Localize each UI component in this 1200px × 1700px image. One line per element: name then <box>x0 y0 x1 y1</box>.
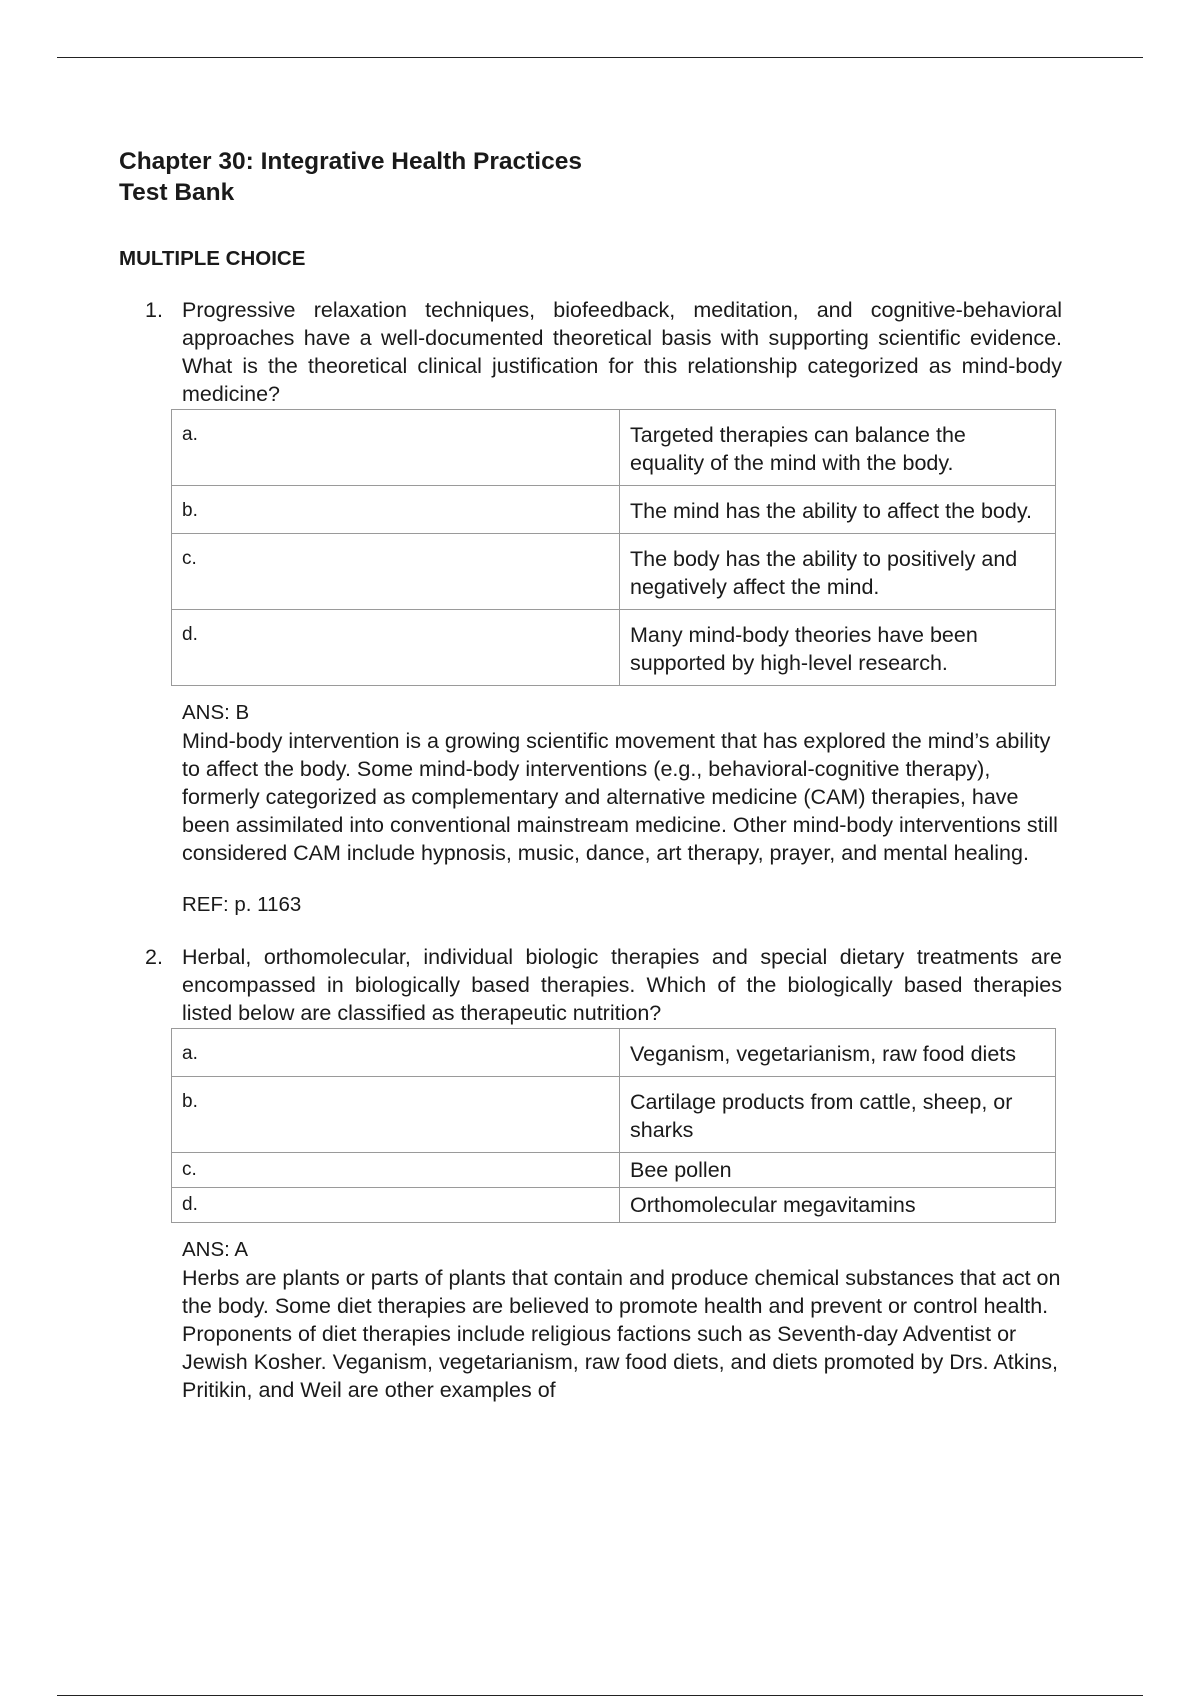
choice-letter: b. <box>172 1077 620 1153</box>
chapter-title: Chapter 30: Integrative Health Practices <box>119 148 582 175</box>
question-1 <box>119 296 1062 919</box>
choice-letter: c. <box>172 1153 620 1188</box>
choice-row <box>172 1188 1056 1223</box>
question-number: 1. <box>145 298 163 322</box>
rationale-text: Mind-body intervention is a growing scientific movement that has explored the mind’s ability to affect the body. Some mind-body interventions (e.g., behavioral-cognitive therapy), formerly categorized as complementary and alternative medicine (CAM) therapies, have been assimilated into conventional mainstream medicine. Other mind-body interventions still considered CAM include hypnosis, music, dance, art therapy, prayer, and mental healing. <box>182 729 1058 865</box>
document-subtitle: Test Bank <box>119 179 235 206</box>
choice-text: The body has the ability to positively and negatively affect the mind. <box>620 534 1056 610</box>
answer-key: ANS: B <box>182 701 250 724</box>
choice-letter: a. <box>172 410 620 486</box>
answer-choices-table <box>171 409 1056 686</box>
answer-choices-table <box>171 1028 1056 1223</box>
page-content <box>119 146 1062 1404</box>
question-stem: Herbal, orthomolecular, individual biologic therapies and special dietary treatments are encompassed in biologically based therapies. Which of the biologically based therapies listed below are classified as therapeutic nutrition? <box>182 945 1062 1025</box>
question-number: 2. <box>145 945 163 969</box>
choice-text: Many mind-body theories have been supported by high-level research. <box>620 610 1056 686</box>
choice-text: Bee pollen <box>620 1153 1056 1188</box>
choice-row <box>172 1029 1056 1077</box>
choice-row <box>172 1077 1056 1153</box>
answer-key: ANS: A <box>182 1238 249 1261</box>
choice-row <box>172 410 1056 486</box>
bottom-rule <box>57 1695 1143 1696</box>
choice-text: Targeted therapies can balance the equality of the mind with the body. <box>620 410 1056 486</box>
choice-row <box>172 610 1056 686</box>
choice-letter: d. <box>172 610 620 686</box>
page-reference: REF: p. 1163 <box>182 893 302 916</box>
choice-row <box>172 1153 1056 1188</box>
section-heading: MULTIPLE CHOICE <box>119 247 306 270</box>
choice-letter: d. <box>172 1188 620 1223</box>
choice-text: The mind has the ability to affect the body. <box>620 486 1056 534</box>
rationale-text: Herbs are plants or parts of plants that contain and produce chemical substances that act on the body. Some diet therapies are believed to promote health and prevent or control health. Proponents of diet therapies include religious factions such as Seventh-day Adventist or Jewish Kosher. Veganism, vegetarianism, raw food diets, and diets promoted by Drs. Atkins, Pritikin, and Weil are other examples of <box>182 1266 1061 1402</box>
top-rule <box>57 57 1143 58</box>
choice-letter: c. <box>172 534 620 610</box>
choice-letter: a. <box>172 1029 620 1077</box>
question-stem: Progressive relaxation techniques, biofeedback, meditation, and cognitive-behavioral approaches have a well-documented theoretical basis with supporting scientific evidence. What is the theoretical clinical justification for this relationship categorized as mind-body medicine? <box>182 298 1062 406</box>
choice-text: Cartilage products from cattle, sheep, or sharks <box>620 1077 1056 1153</box>
choice-row <box>172 486 1056 534</box>
question-2 <box>119 943 1062 1404</box>
choice-row <box>172 534 1056 610</box>
choice-text: Orthomolecular megavitamins <box>620 1188 1056 1223</box>
choice-letter: b. <box>172 486 620 534</box>
choice-text: Veganism, vegetarianism, raw food diets <box>620 1029 1056 1077</box>
